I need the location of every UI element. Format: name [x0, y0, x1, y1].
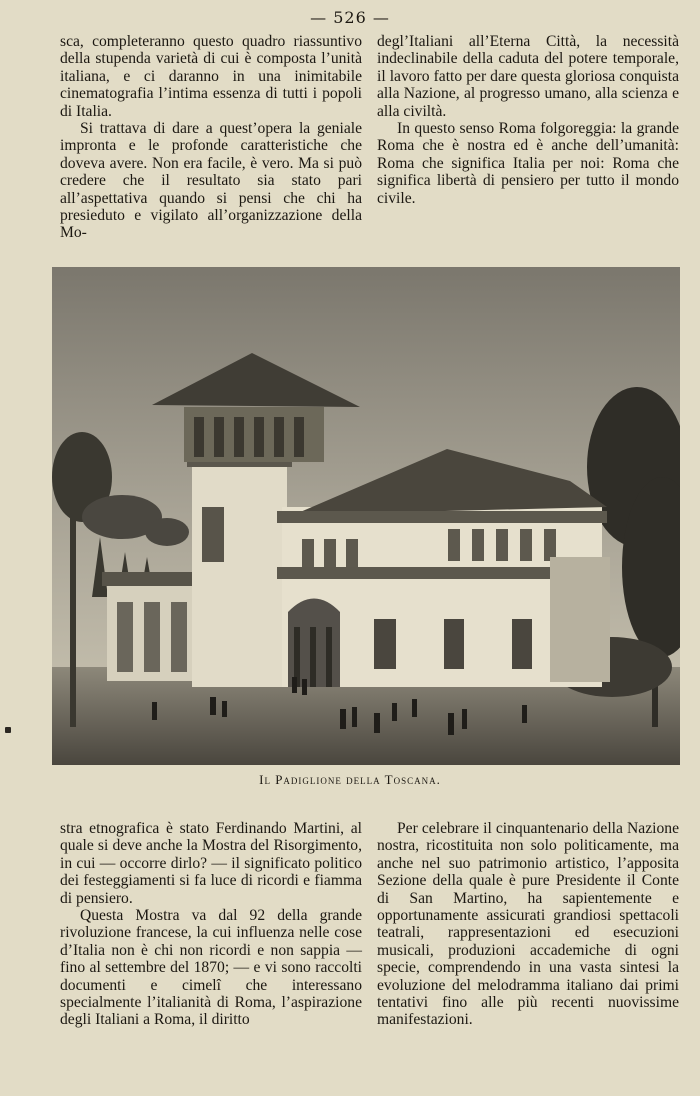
paragraph: sca, completeranno questo quadro riassuntivo della stupenda varietà di cui è composta l’unità italiana, e ci daranno in una inimitabile cinematografia l’intima essenza di tutti i popoli di Italia. — [60, 33, 362, 120]
paragraph: degl’Italiani all’Eterna Città, la necessità indeclinabile della caduta del potere temporale, il lavoro fatto per dare questa gloriosa conquista alla Nazione, al progresso umano, alla scienza e alla civiltà. — [377, 33, 679, 120]
text-column-bottom-right — [377, 820, 679, 1029]
paragraph: Per celebrare il cinquantenario della Nazione nostra, ricostituita non solo politicamente, ma anche nel suo patrimonio artistico, l’apposita Sezione della quale è pure Presidente il Conte di San Martino, ha sapientemente e opportunamente assicurati grandiosi spettacoli teatrali, rappresentazioni ed esecuzioni musicali, produzioni accademiche di ogni specie, comprendendo in una vasta sintesi la evoluzione del melodramma italiano dai primi tentativi fino alle più recenti nuovissime manifestazioni. — [377, 820, 679, 1029]
text-column-bottom-left — [60, 820, 362, 1029]
paragraph: Si trattava di dare a quest’opera la geniale impronta e le profonde caratteristiche che doveva avere. Non era facile, è vero. Ma si può credere che il resultato sia stato pari all’aspettativa quando si pensi che chi ha presieduto e vigilato all’organizzazione della Mo- — [60, 120, 362, 242]
figure-caption: Il Padiglione della Toscana. — [259, 772, 441, 787]
margin-mark — [5, 727, 11, 733]
pavilion-illustration — [52, 267, 680, 765]
paragraph: In questo senso Roma folgoreggia: la grande Roma che è nostra ed è anche dell’umanità: Roma che significa Italia per noi: Roma che significa libertà di pensiero per tutto il mondo civile. — [377, 120, 679, 207]
paragraph: stra etnografica è stato Ferdinando Martini, al quale si deve anche la Mostra del Risorgimento, in cui — occorre dirlo? — il significato politico dei festeggiamenti si fa luce di ricordi e fiamma di pensiero. — [60, 820, 362, 907]
text-column-top-left — [60, 33, 362, 242]
page-number: — 526 — — [310, 8, 390, 27]
pavilion-engraving — [52, 267, 680, 765]
paragraph: Questa Mostra va dal 92 della grande rivoluzione francese, la cui influenza nelle cose d’Italia non è chi non ricordi e non sappia — fino al settembre del 1870; — e vi sono raccolti documenti e cimelî che interessano specialmente l’italianità di Roma, l’aspirazione degli Italiani a Roma, il diritto — [60, 907, 362, 1029]
text-column-top-right — [377, 33, 679, 207]
